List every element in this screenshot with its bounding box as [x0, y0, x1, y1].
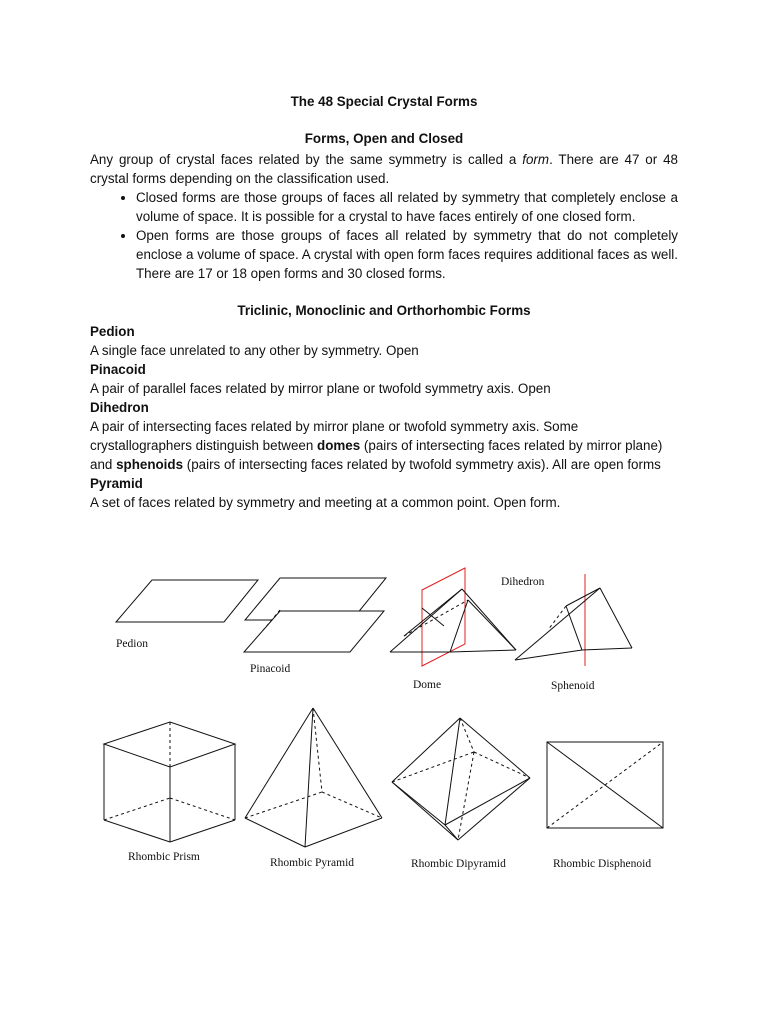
figure-label-dome: Dome [413, 679, 442, 691]
dihedron-bold-sphenoids: sphenoids [116, 457, 184, 472]
term-pinacoid: Pinacoid [90, 362, 146, 377]
figure-label-rhombic-disphenoid: Rhombic Disphenoid [553, 858, 652, 870]
pedion-drawing [116, 580, 258, 622]
rhombic-prism-drawing [104, 722, 235, 842]
rhombic-dipyramid-drawing [392, 718, 530, 840]
rhombic-pyramid-drawing [245, 708, 382, 847]
figure-label-pinacoid: Pinacoid [250, 663, 291, 675]
def-pyramid: A set of faces related by symmetry and meeting at a common point. Open form. [90, 495, 561, 510]
def-pinacoid: A pair of parallel faces related by mirror plane or twofold symmetry axis. Open [90, 381, 551, 396]
figure-label-rhombic-dipyramid: Rhombic Dipyramid [411, 858, 506, 870]
section-heading-triclinic: Triclinic, Monoclinic and Orthorhombic Forms [237, 303, 531, 318]
dihedron-text-2: (pairs of intersecting faces related by mirror plane) and [90, 438, 663, 472]
intro-emphasis: form [522, 152, 550, 167]
figure-label-rhombic-prism: Rhombic Prism [128, 851, 200, 863]
figure-label-dihedron: Dihedron [501, 576, 545, 588]
dihedron-bold-domes: domes [317, 438, 361, 453]
def-pedion: A single face unrelated to any other by symmetry. Open [90, 343, 419, 358]
intro-text-end: . There are 47 or 48 crystal forms depending on the classification used. [90, 152, 678, 186]
term-pyramid: Pyramid [90, 476, 143, 491]
figure-label-pedion: Pedion [116, 638, 148, 650]
dihedron-text-1: A pair of intersecting faces related by mirror plane or twofold symmetry axis. Some crystallographers distinguish between [90, 419, 579, 453]
dome-drawing [390, 568, 516, 666]
term-pedion: Pedion [90, 324, 135, 339]
pinacoid-drawing [244, 578, 386, 652]
figure-label-sphenoid: Sphenoid [551, 680, 595, 692]
dihedron-text-3: (pairs of intersecting faces related by twofold symmetry axis). All are open forms [183, 457, 661, 472]
intro-text: Any group of crystal faces related by the same symmetry is called a [90, 152, 523, 167]
rhombic-disphenoid-drawing [547, 742, 663, 828]
term-dihedron: Dihedron [90, 400, 149, 415]
bullet-open-forms: • Open forms are those groups of faces all related by symmetry that do not completely enclose a volume of space. A crystal with open form faces requires additional faces as well. There are 17 or 18 open forms and 30 closed forms. [136, 226, 678, 283]
bullet-closed-forms: • Closed forms are those groups of faces all related by symmetry that completely enclose a volume of space. It is possible for a crystal to have faces entirely of one closed form. [136, 188, 678, 226]
page-title: The 48 Special Crystal Forms [290, 94, 478, 109]
section-heading-forms-open-closed: Forms, Open and Closed [304, 131, 464, 146]
figure-label-rhombic-pyramid: Rhombic Pyramid [270, 857, 355, 869]
